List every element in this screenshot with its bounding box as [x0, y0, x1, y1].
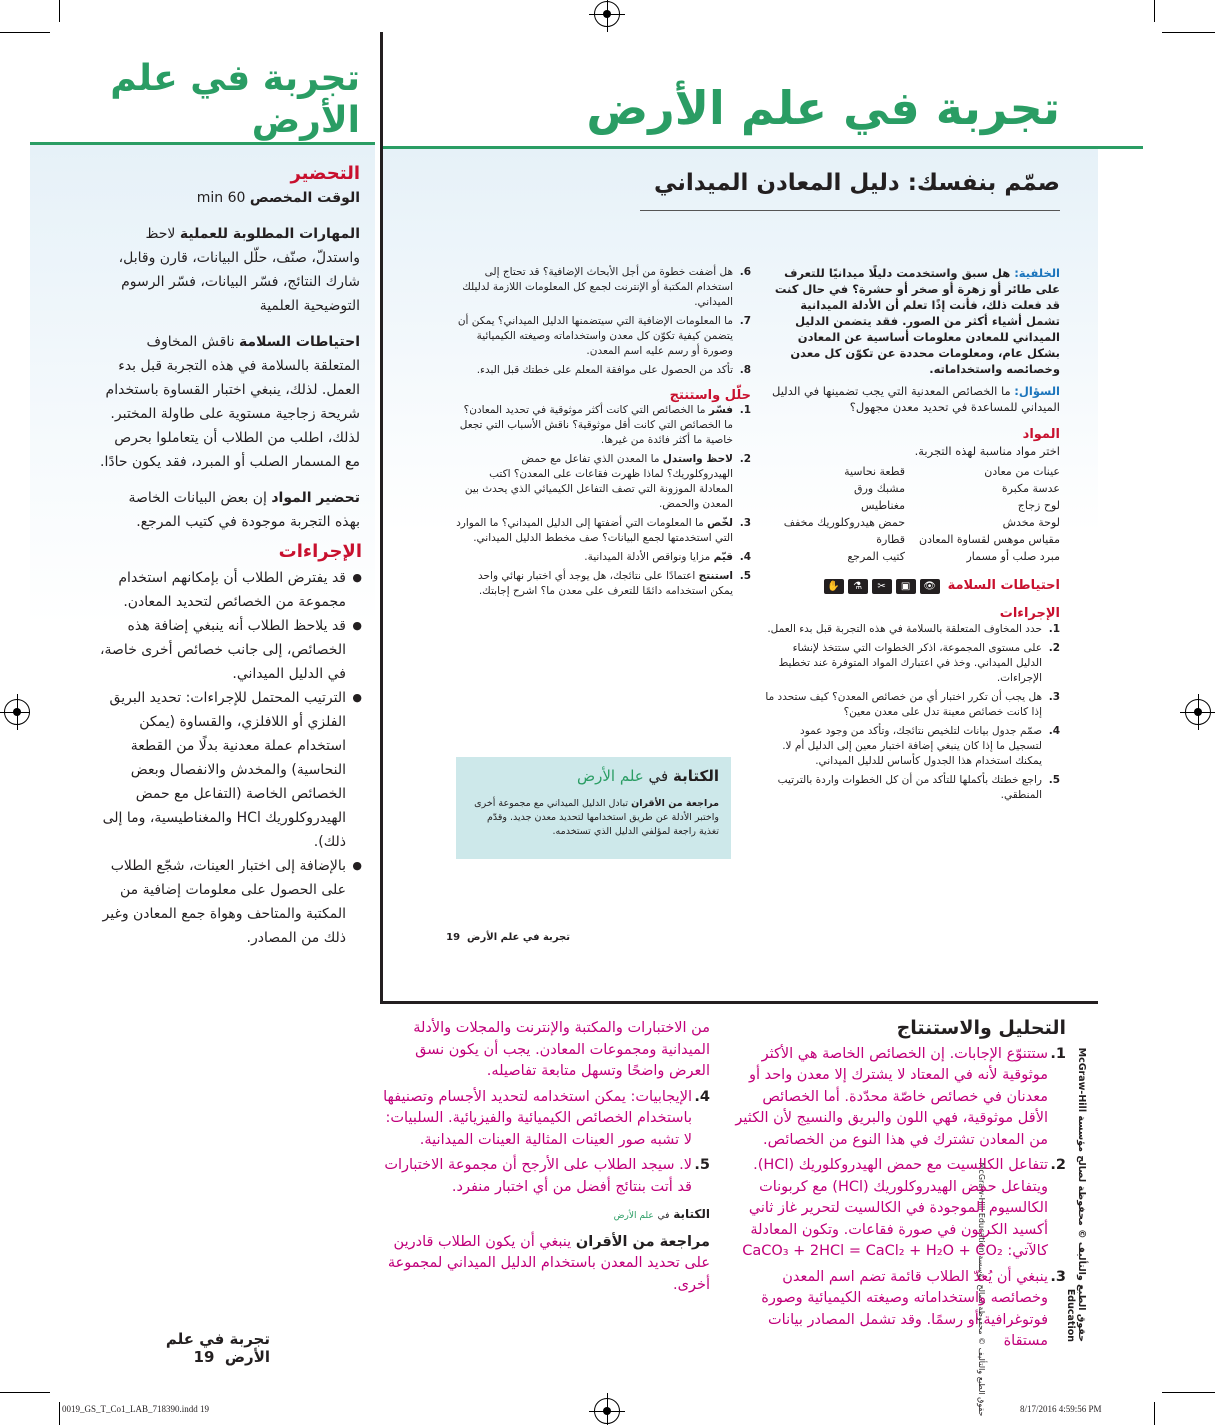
list-item: مغناطيس — [861, 499, 905, 512]
answers-writing-label: الكتابة في علم الأرض — [613, 1207, 710, 1221]
safety-row — [765, 577, 1060, 594]
list-item: قطارة — [876, 533, 905, 546]
registration-mark-icon — [594, 1398, 620, 1424]
answers-heading: التحليل والاستنتاج — [896, 1017, 1066, 1039]
registration-mark-icon — [1185, 699, 1211, 725]
list-item: 1. فسّر ما الخصائص التي كانت أكثر موثوقية في تحديد المعادن؟ ما الخصائص التي كانت أقل موثوقية؟ ناقش الأسباب التي تجعل خاصية ما أكثر فائدة من غيرها. — [459, 404, 751, 446]
list-item: 1. حدد المخاوف المتعلقة بالسلامة في هذه التجربة قبل بدء العمل. — [767, 623, 1060, 635]
student-right-col — [765, 265, 1060, 807]
writing-box-title: الكتابة في علم الأرض — [576, 767, 719, 785]
writing-box — [456, 757, 731, 859]
list-item: 4. صمّم جدول بيانات لتلخيص نتائجك، وتأكد من وجود عمود لتسجيل ما إذا كان ينبغي إضافة اختبار معين إلى الدليل أم لا. يمكنك استخدام هذا الجدول كأساس للدليل الميداني. — [782, 725, 1060, 767]
list-item: 3. لخّص ما المعلومات التي أضفتها إلى الدليل الميداني؟ ما الموارد التي استخدمتها لجمع البيانات؟ صف مخطط الدليل الميداني. — [456, 517, 751, 544]
list-item: مشبك ورق — [854, 482, 905, 495]
left-prep — [100, 162, 360, 546]
list-item: قطعة نحاسية — [844, 465, 905, 478]
materials-list — [765, 463, 1060, 565]
slug-date: 8/17/2016 4:59:56 PM — [1020, 1404, 1102, 1414]
list-item: لوح زجاج — [1017, 499, 1060, 512]
question-paragraph: السؤال: ما الخصائص المعدنية التي يجب تضمينها في الدليل الميداني للمساعدة في تحديد معدن مجهول؟ — [771, 384, 1060, 414]
answers-right-col — [728, 1018, 1066, 1357]
eye-safety-icon: 👁 — [920, 579, 940, 594]
list-item: عدسة مكبرة — [1001, 482, 1060, 495]
student-footer: تجربة في علم الأرض 19 — [446, 932, 570, 943]
registration-mark-icon — [594, 1, 620, 27]
clothing-icon: ▣ — [896, 579, 916, 594]
student-copyright: حقوق الطبع والتأليف © محفوظة لصالح مؤسسة McGraw-Hill Education — [977, 1162, 986, 1417]
chemical-equation: CaCO₃ + 2HCl = CaCl₂ + H₂O + CO₂ — [742, 1243, 1003, 1259]
prep-skills: المهارات المطلوبة للعملية لاحظ واستدلّ، صنّف، حلّل البيانات، قارن وقابل، شارك النتائج، فسّر البيانات، فسّر الرسوم التوضيحية العلمية — [118, 226, 360, 314]
student-left-col — [455, 265, 751, 603]
left-procedures — [100, 540, 362, 950]
background-paragraph: الخلفية: هل سبق واستخدمت دليلًا ميدانيًا للتعرف على طائر أو زهرة أو صخر أو حشرة؟ في حال كنت قد فعلت ذلك، فأنت إذًا تعلم أن الأدلة الميدانية تشمل أشياء أكثر من الصور. فقد يتضمن الدليل الميداني للمعادن معلومات أساسية عن المعادن بشكل عام، ومعلومات محددة عن تكوّن كل معدن وخصائصه واستخداماته. — [774, 266, 1060, 376]
left-procedures-heading: الإجراءات — [278, 541, 362, 562]
subtitle-underline — [640, 210, 1060, 211]
crop-mark — [1162, 32, 1215, 33]
student-procedures-heading: الإجراءات — [999, 606, 1060, 621]
list-item: كتيب المرجع — [847, 550, 905, 563]
crop-mark — [59, 1402, 60, 1425]
peer-review: مراجعة من الأقران ينبغي أن يكون الطلاب قادرين على تحديد المعدن باستخدام الدليل الميداني لمجموعة أخرى. — [387, 1233, 710, 1293]
list-item: ● بالإضافة إلى اختبار العينات، شجّع الطلاب على الحصول على معلومات إضافية من المكتبة والمتاحف وهواة جمع المعادن وغير ذلك من المصادر. — [100, 854, 362, 950]
answers-col2-intro: من الاختبارات والمكتبة والإنترنت والمجلات والأدلة الميدانية ومجموعات المعادن. يجب أن يكون نسق العرض واضحًا وتسهل متابعة تفاصيله. — [413, 1020, 710, 1079]
list-item: ● الترتيب المحتمل للإجراءات: تحديد البريق الفلزي أو اللافلزي، والقساوة (يمكن استخدام عملة معدنية بدلًا من القطعة النحاسية) والمخدش والانفصال وبعض الخصائص الخاصة (التفاعل مع حمض الهيدروكلوريك HCl والمغناطيسية، وما إلى ذلك). — [100, 686, 362, 854]
list-item: 5. راجع خطتك بأكملها للتأكد من أن كل الخطوات واردة بالترتيب المنطقي. — [777, 774, 1060, 801]
crop-mark — [0, 32, 50, 33]
list-item: ● قد يلاحظ الطلاب أنه ينبغي إضافة هذه الخصائص، إلى جانب خصائص أخرى خاصة، في الدليل الميداني. — [100, 614, 362, 686]
list-item: مبرد صلب أو مسمار — [966, 550, 1060, 563]
student-subtitle: صمّم بنفسك: دليل المعادن الميداني — [653, 170, 1060, 196]
prep-safety: احتياطات السلامة ناقش المخاوف المتعلقة بالسلامة في هذه التجربة قبل بدء العمل. لذلك، ينبغي اختبار القساوة باستخدام شريحة زجاجية مستوية على طاولة المختبر. لذلك، اطلب من الطلاب أن يتعاملوا بحرص مع المسمار الصلب أو المبرد، فقد يكون حادًا. — [100, 334, 360, 470]
list-item: 6. هل أضفت خطوة من أجل الأبحاث الإضافية؟ قد تحتاج إلى استخدام المكتبة أو الإنترنت لجمع كل المعلومات اللازمة لدليلك الميداني. — [462, 266, 751, 308]
registration-mark-icon — [4, 699, 30, 725]
list-item: ● قد يفترض الطلاب أن بإمكانهم استخدام مجموعة من الخصائص لتحديد المعادن. — [100, 566, 362, 614]
writing-box-text: مراجعة من الأقران تبادل الدليل الميداني مع مجموعة أخرى واختبر الأدلة عن طريق استخدامها لتحديد معدن جديد. وقدّم تغذية راجعة لمؤلفي الدليل الذي تستخدمه. — [474, 798, 719, 837]
list-item: عينات من معادن — [984, 465, 1060, 478]
prep-time: الوقت المخصص 60 min — [196, 190, 360, 206]
list-item: حمض هيدروكلوريك مخفف — [783, 516, 905, 529]
crop-mark — [1154, 0, 1155, 22]
list-item: 2. على مستوى المجموعة، اذكر الخطوات التي ستتخذ لإنشاء الدليل الميداني. وخذ في اعتبارك المواد المتوفرة عند تخطيط الإجراءات. — [778, 642, 1060, 684]
answers-copyright: حقوق الطبع والتأليف © محفوظة لصالح مؤسسة McGraw-Hill Education — [1065, 1047, 1087, 1342]
list-item: 1. ستتنوّع الإجابات. إن الخصائص الخاصة هي الأكثر موثوقية لأنه في المعتاد لا يشترك إلا معدن واحد أو معدنان في خصائص خاصّة محدّدة. أما الخصائص الأقل موثوقية، فهي اللون والبريق والنسيج لأن الكثير من المعادن تشترك في هذا النوع من الخصائص. — [735, 1045, 1066, 1148]
list-item: 8. تأكد من الحصول على موافقة المعلم على خطتك قبل البدء. — [476, 364, 751, 376]
analyze-heading: حلّل واستنتج — [669, 388, 751, 403]
list-item: 5. استنتج اعتمادًا على نتائجك، هل يوجد أي اختبار نهائي واحد يمكن استخدامه دائمًا للتعرف على معدن ما؟ اشرح إجابتك. — [478, 570, 751, 597]
list-item: 5. لا. سيجد الطلاب على الأرجح أن مجموعة الاختبارات قد أتت بنتائج أفضل من أي اختبار منفرد. — [384, 1157, 710, 1195]
list-item: 3. ينبغي أن يُعدّ الطلاب قائمة تضم اسم المعدن وخصائصه واستخداماته وصيغته الكيميائية وصورة فوتوغرافية أو رسمًا. وقد تشمل المصادر بيانات مستقاة — [761, 1268, 1066, 1349]
prep-heading: التحضير — [290, 163, 360, 184]
crop-mark — [1162, 1392, 1215, 1393]
answers-left-col — [380, 1018, 710, 1296]
list-item: لوحة مخدش — [1002, 516, 1060, 529]
list-item: 7. ما المعلومات الإضافية التي سيتضمنها الدليل الميداني؟ يمكن أن يتضمن كيفية تكوّن كل معدن واستخداماته وصيغته الكيميائية وصورة أو رسم عليه اسم المعدن. — [457, 315, 751, 357]
chemical-icon: ⚗ — [848, 579, 868, 594]
materials-heading: المواد — [1022, 427, 1060, 442]
list-item: 2. تتفاعل الكالسيت مع حمض الهيدروكلوريك (HCl). ويتفاعل حمض الهيدروكلوريك (HCl) مع كربونات الكالسيوم الموجودة في الكالسيت لتحرير غاز ثاني أكسيد الكربون في صورة فقاعات. وتكون المعادلة كالآتي: CaCO₃ + 2HCl = CaCl₂ + H₂O + CO₂ — [742, 1157, 1066, 1259]
crop-mark — [59, 0, 60, 22]
materials-intro: اختر مواد مناسبة لهذه التجربة. — [914, 444, 1060, 458]
prep-materials: تحضير المواد إن بعض البيانات الخاصة بهذه التجربة موجودة في كتيب المرجع. — [128, 490, 360, 530]
hand-wash-icon: ✋ — [824, 579, 844, 594]
list-item: 4. قيّم مزايا ونواقص الأدلة الميدانية. — [584, 551, 751, 563]
crop-mark — [1154, 1402, 1155, 1425]
student-title: تجربة في علم الأرض — [586, 81, 1060, 135]
list-item: 4. الإيجابيات: يمكن استخدامه لتحديد الأجسام وتصنيفها باستخدام الخصائص الكيميائية والفيزيائية. السلبيات: لا تشبه صور العينات المثالية العينات الميدانية. — [383, 1088, 710, 1148]
left-title: تجربة في علم الأرض — [110, 58, 360, 141]
list-item: 2. لاحظ واستدل ما المعدن الذي تفاعل مع حمض الهيدروكلوريك؟ لماذا ظهرت فقاعات على المعدن؟ اكتب المعادلة الموزونة التي تصف التفاعل الكيميائي الذي يحدث بين المعدن والحمض. — [464, 453, 751, 510]
student-page-bottom-border — [380, 1001, 1098, 1004]
safety-heading: احتياطات السلامة — [947, 577, 1060, 593]
slug-file: 0019_GS_T_Co1_LAB_718390.indd 19 — [62, 1404, 210, 1414]
crop-mark — [0, 1392, 50, 1393]
sharp-object-icon: ✂ — [872, 579, 892, 594]
list-item: 3. هل يجب أن تكرر اختبار أي من خصائص المعدن؟ كيف ستحدد ما إذا كانت خصائص معينة تدل على معدن معين؟ — [765, 691, 1060, 718]
page-footer: تجربة في علم الأرض 19 — [165, 1330, 270, 1366]
list-item: مقياس موهس لقساوة المعادن — [918, 533, 1060, 546]
